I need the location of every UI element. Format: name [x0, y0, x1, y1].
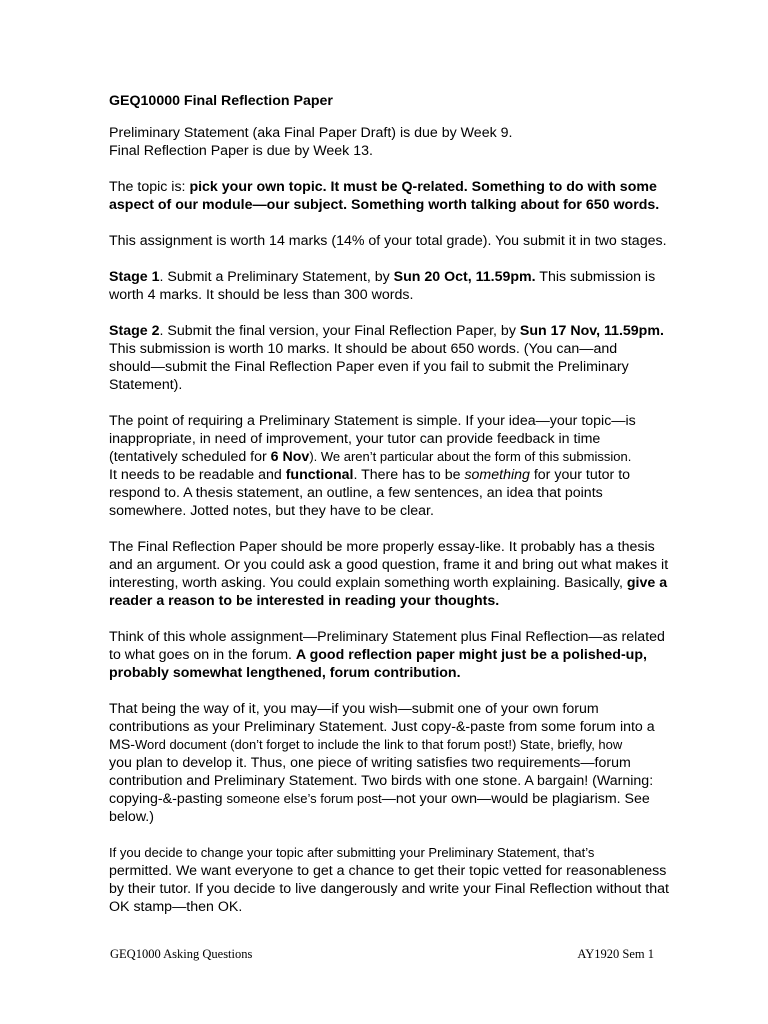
- text-line: That being the way of it, you may—if you wish—submit one of your own forum: [109, 701, 599, 717]
- text-span: It needs to be readable and: [109, 467, 286, 483]
- text-span: ). We aren’t particular about the form of this submission.: [309, 449, 632, 464]
- text-line: [109, 322, 664, 340]
- text-span: interesting, worth asking. You could explain something worth explaining. Basically,: [109, 575, 627, 591]
- text-span: someone else’s forum post: [226, 791, 382, 806]
- text-line: This submission is worth 10 marks. It should be about 650 words. (You can—and: [109, 341, 618, 357]
- bold-text: Sun 17 Nov, 11.59pm.: [519, 323, 664, 339]
- text-line: respond to. A thesis statement, an outline, a few sentences, an idea that points: [109, 485, 603, 501]
- text-line: contribution and Preliminary Statement. Two birds with one stone. A bargain! (Warning:: [109, 773, 654, 789]
- text-line: worth 4 marks. It should be less than 300 words.: [109, 287, 414, 303]
- text-line: If you decide to change your topic after submitting your Preliminary Statement, that’s: [109, 845, 595, 860]
- text-line: below.): [109, 809, 154, 825]
- text-line: [109, 178, 664, 196]
- bold-text: 6 Nov: [270, 449, 310, 465]
- bold-text: Sun 20 Oct, 11.59pm.: [393, 269, 536, 285]
- text-span: for your tutor to: [529, 467, 631, 483]
- text-line: [109, 268, 664, 286]
- text-line: contributions as your Preliminary Statement. Just copy-&-paste from some forum into a: [109, 719, 655, 735]
- text-line: by their tutor. If you decide to live dangerously and write your Final Reflection without that: [109, 881, 669, 897]
- footer-semester: AY1920 Sem 1: [577, 947, 654, 961]
- italic-text: something: [464, 467, 530, 483]
- footer-course-name: GEQ1000 Asking Questions: [110, 947, 253, 961]
- text-line: The point of requiring a Preliminary Statement is simple. If your idea—your topic—is: [109, 413, 636, 429]
- text-line: Think of this whole assignment—Preliminary Statement plus Final Reflection—as related: [109, 629, 665, 645]
- paragraph-forum-submission: [109, 700, 664, 826]
- text-line: should—submit the Final Reflection Paper even if you fail to submit the Preliminary: [109, 359, 629, 375]
- text-line: [109, 646, 664, 664]
- bold-text: pick your own topic. It must be Q-related. Something to do with some: [189, 179, 657, 195]
- text-line: inappropriate, in need of improvement, your tutor can provide feedback in time: [109, 431, 601, 447]
- document-body: [109, 92, 669, 934]
- paragraph-marks: [109, 232, 667, 250]
- paragraph-preliminary-purpose: [109, 412, 664, 520]
- text-line: permitted. We want everyone to get a chance to get their topic vetted for reasonableness: [109, 863, 667, 879]
- text-span: . Submit a Preliminary Statement, by: [159, 269, 394, 285]
- text-line: you plan to develop it. Thus, one piece of writing satisfies two requirements—forum: [109, 755, 631, 771]
- text-line: and an argument. Or you could ask a good question, frame it and bring out what makes it: [109, 557, 669, 573]
- text-span: Word document (don’t forget to include the link to that forum post!) State, briefly, how: [135, 737, 623, 752]
- text-line: [109, 448, 664, 466]
- paragraph-due-dates: [109, 124, 664, 160]
- text-line: Statement).: [109, 377, 183, 393]
- paragraph-final-paper: [109, 538, 669, 610]
- bold-text-line: reader a reason to be interested in reading your thoughts.: [109, 593, 500, 609]
- page-footer: [110, 945, 654, 963]
- text-span: MS-: [109, 737, 136, 753]
- text-span: This submission is: [535, 269, 656, 285]
- text-line: This assignment is worth 14 marks (14% of your total grade). You submit it in two stages.: [109, 233, 667, 249]
- bold-text: give a: [626, 575, 668, 591]
- paragraph-forum-relation: [109, 628, 664, 682]
- text-line: The Final Reflection Paper should be more properly essay-like. It probably has a thesis: [109, 539, 655, 555]
- text-span: The topic is:: [109, 179, 190, 195]
- text-line: OK stamp—then OK.: [109, 899, 243, 915]
- bold-text: Stage 1: [109, 269, 160, 285]
- text-span: . Submit the final version, your Final Reflection Paper, by: [159, 323, 520, 339]
- text-span: to what goes on in the forum.: [109, 647, 296, 663]
- bold-text: functional: [285, 467, 354, 483]
- text-span: (tentatively scheduled for: [109, 449, 271, 465]
- text-line: Preliminary Statement (aka Final Paper Draft) is due by Week 9.: [109, 125, 513, 141]
- paragraph-topic: [109, 178, 664, 214]
- text-span: . There has to be: [353, 467, 465, 483]
- bold-text-line: probably somewhat lengthened, forum contribution.: [109, 665, 461, 681]
- text-line: [109, 574, 668, 592]
- text-span: —not your own—would be plagiarism. See: [381, 791, 650, 807]
- paragraph-stage-1: [109, 268, 664, 304]
- text-line: Final Reflection Paper is due by Week 13.: [109, 143, 373, 159]
- text-line: [109, 736, 664, 754]
- paragraph-stage-2: [109, 322, 664, 394]
- text-line: somewhere. Jotted notes, but they have to be clear.: [109, 503, 434, 519]
- document-title: GEQ10000 Final Reflection Paper: [109, 93, 333, 109]
- text-line: [109, 790, 664, 808]
- bold-text: Stage 2: [109, 323, 160, 339]
- paragraph-topic-change: [109, 844, 669, 916]
- text-line: [109, 466, 664, 484]
- text-span: copying-&-pasting: [109, 791, 227, 807]
- bold-text: A good reflection paper might just be a polished-up,: [295, 647, 647, 663]
- bold-text-line: aspect of our module—our subject. Something worth talking about for 650 words.: [109, 197, 660, 213]
